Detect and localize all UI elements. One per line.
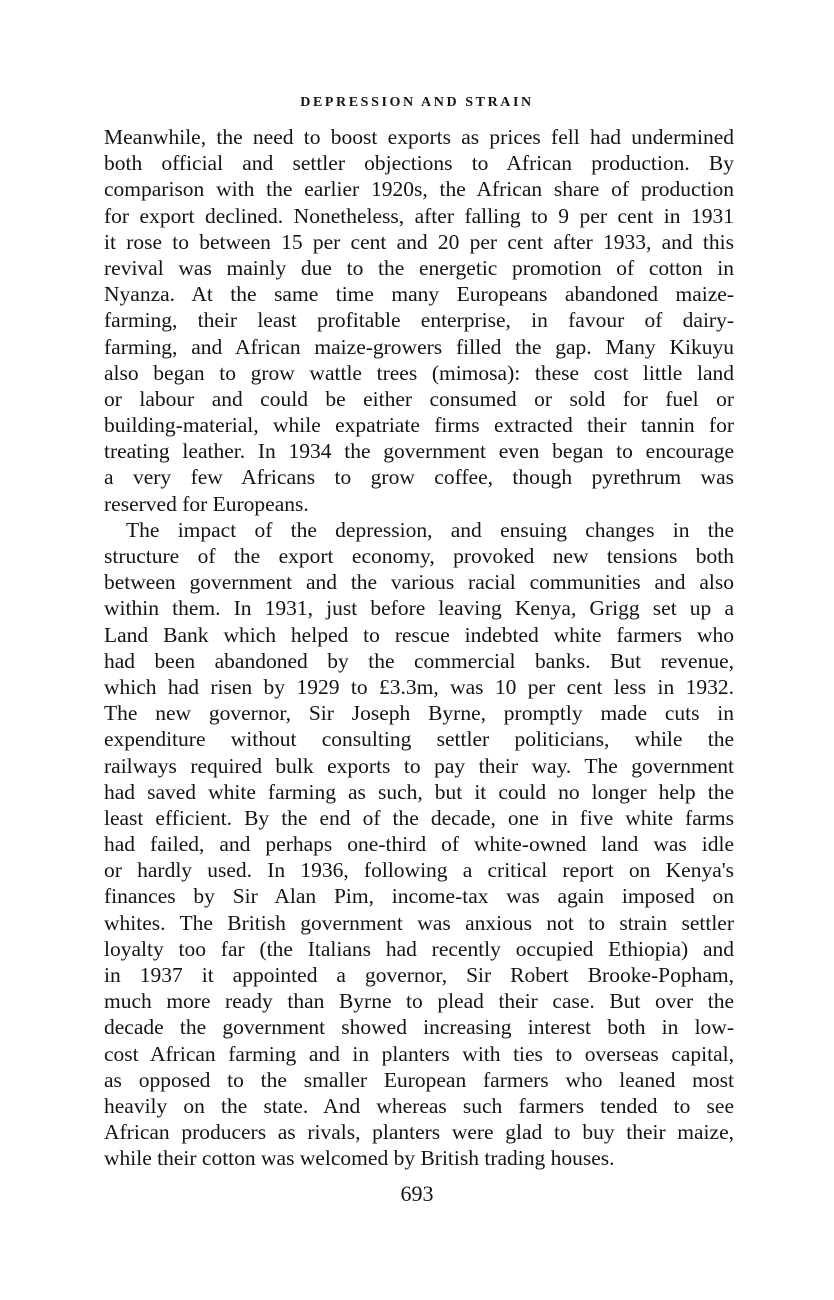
paragraph: [104, 517, 734, 1172]
text-line: treating leather. In 1934 the government even began to encourage: [104, 439, 734, 464]
text-line: building-material, while expatriate firms extracted their tannin for: [104, 413, 734, 438]
paragraph: [104, 124, 734, 517]
text-line: had been abandoned by the commercial banks. But revenue,: [104, 648, 734, 673]
text-line: expenditure without consulting settler politicians, while the: [104, 727, 734, 752]
text-line: Land Bank which helped to rescue indebted white farmers who: [104, 622, 734, 647]
text-line: while their cotton was welcomed by British trading houses.: [104, 1146, 615, 1171]
text-line: a very few Africans to grow coffee, though pyrethrum was: [104, 465, 734, 490]
text-line: The impact of the depression, and ensuing changes in the: [126, 517, 734, 542]
text-line: as opposed to the smaller European farmers who leaned most: [104, 1067, 734, 1092]
text-line: Nyanza. At the same time many Europeans abandoned maize-: [104, 282, 734, 307]
text-line: cost African farming and in planters with ties to overseas capital,: [104, 1041, 734, 1066]
text-line: or labour and could be either consumed or sold for fuel or: [104, 386, 734, 411]
text-line: revival was mainly due to the energetic promotion of cotton in: [104, 255, 734, 280]
text-line: The new governor, Sir Joseph Byrne, promptly made cuts in: [104, 701, 734, 726]
text-line: in 1937 it appointed a governor, Sir Robert Brooke-Popham,: [104, 963, 734, 987]
text-line: reserved for Europeans.: [104, 491, 309, 516]
running-head: DEPRESSION AND STRAIN: [300, 95, 534, 110]
text-line: or hardly used. In 1936, following a critical report on Kenya's: [104, 858, 734, 883]
text-line: loyalty too far (the Italians had recently occupied Ethiopia) and: [104, 936, 734, 961]
text-line: within them. In 1931, just before leaving Kenya, Grigg set up a: [104, 596, 734, 621]
text-line: heavily on the state. And whereas such farmers tended to see: [104, 1093, 734, 1118]
text-line: between government and the various racial communities and also: [104, 570, 734, 595]
text-line: it rose to between 15 per cent and 20 per cent after 1933, and this: [104, 229, 734, 254]
text-line: for export declined. Nonetheless, after falling to 9 per cent in 1931: [104, 203, 734, 228]
text-line: had saved white farming as such, but it could no longer help the: [104, 779, 734, 804]
text-line: much more ready than Byrne to plead their case. But over the: [104, 989, 734, 1014]
text-line: finances by Sir Alan Pim, income-tax was again imposed on: [104, 884, 734, 909]
text-line: structure of the export economy, provoked new tensions both: [104, 544, 734, 568]
text-line: Meanwhile, the need to boost exports as prices fell had undermined: [104, 125, 734, 149]
text-line: which had risen by 1929 to £3.3m, was 10 per cent less in 1932.: [104, 674, 734, 699]
body-text: [104, 124, 734, 1172]
text-line: decade the government showed increasing interest both in low-: [104, 1015, 734, 1040]
text-line: had failed, and perhaps one-third of white-owned land was idle: [104, 832, 734, 857]
text-line: farming, and African maize-growers filled the gap. Many Kikuyu: [104, 334, 734, 359]
text-line: farming, their least profitable enterprise, in favour of dairy-: [104, 308, 734, 333]
text-line: railways required bulk exports to pay their way. The government: [104, 753, 734, 778]
text-line: comparison with the earlier 1920s, the African share of production: [104, 177, 734, 202]
page-number: 693: [400, 1181, 434, 1206]
text-line: African producers as rivals, planters were glad to buy their maize,: [104, 1120, 734, 1145]
text-line: whites. The British government was anxious not to strain settler: [104, 910, 734, 935]
text-line: both official and settler objections to African production. By: [104, 151, 734, 176]
text-line: also began to grow wattle trees (mimosa): these cost little land: [104, 360, 734, 385]
text-line: least efficient. By the end of the decade, one in five white farms: [104, 805, 734, 830]
